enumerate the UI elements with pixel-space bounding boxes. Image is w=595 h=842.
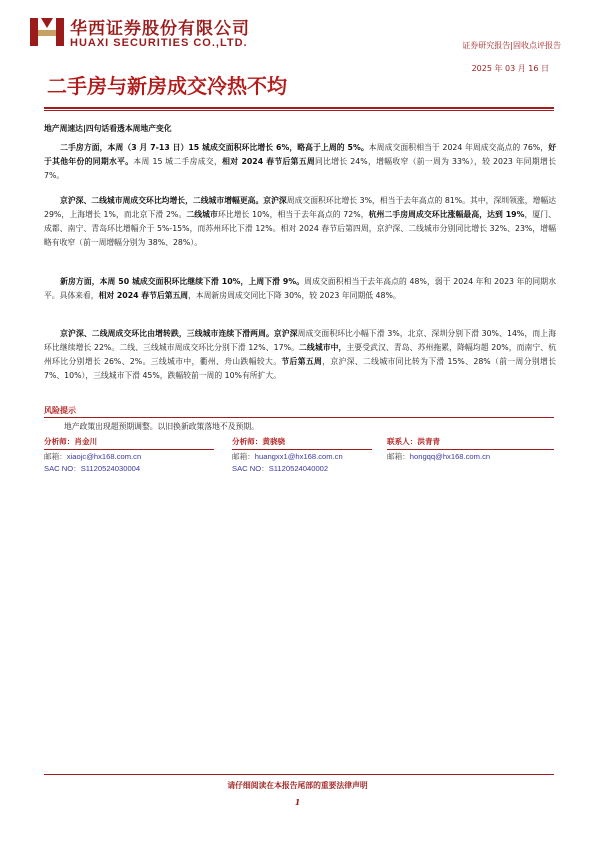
- p1-text-1: 本周成交面积相当于 2024 年周成交高点的 76%，: [368, 143, 549, 152]
- contact-divider: [387, 449, 554, 450]
- risk-divider: [44, 417, 554, 418]
- huaxi-logo-icon: [30, 16, 64, 48]
- email-label: 邮箱：: [44, 452, 67, 461]
- contact-analyst-1: [44, 436, 141, 475]
- p4-bold-2: 二线城市中，: [299, 343, 347, 352]
- logo-chinese-name: 华西证券股份有限公司: [70, 19, 250, 39]
- email-label: 邮箱：: [387, 452, 410, 461]
- p4-bold-3: 节后第五周: [281, 357, 323, 366]
- email-link[interactable]: huangxx1@hx168.com.cn: [254, 452, 343, 461]
- paragraph-city-tiers: [44, 194, 556, 250]
- p4-text-2: 主要受武汉、青岛、苏州拖累，降幅均超 20%，而南宁、杭州环比分别增长 26%、2%。三线城市中，衢州、舟山跌幅较大。: [44, 343, 557, 366]
- page-title: 二手房与新房成交冷热不均: [47, 74, 287, 98]
- p1-bold-3: 相对 2024 春节后第五周: [222, 157, 315, 166]
- contact-label: 分析师：黄骁骁: [232, 437, 286, 446]
- paragraph-new-homes-tiers: [44, 327, 556, 383]
- logo-english-name: HUAXI SECURITIES CO.,LTD.: [70, 37, 248, 49]
- p4-bold-1: 京沪深、二线周成交环比由增转跌，三线城市连续下滑两周。京沪深: [60, 329, 298, 338]
- title-divider: [44, 107, 554, 109]
- p1-bold-1: 二手房方面，本周（3 月 7-13 日）15 城成交面积环比增长 6%，略高于上周的 5%。: [60, 143, 369, 152]
- contact-label: 分析师：肖金川: [44, 437, 98, 446]
- sac-number: SAC NO：S1120524030004: [44, 464, 141, 473]
- report-date: 2025 年 03 月 16 日: [471, 64, 549, 73]
- p3-bold-2: 相对 2024 春节后第五周: [98, 291, 189, 300]
- p1-bold-2: 好于其他年份的同期水平。: [44, 143, 557, 166]
- p3-text-1: 周成交面积相当于去年高点的 48%，弱于 2024 年和 2023 年的同期水平。具体来看，: [44, 277, 557, 300]
- legal-notice: 请仔细阅读在本报告尾部的重要法律声明: [227, 781, 368, 790]
- title-divider-thin: [44, 110, 554, 111]
- paragraph-new-homes: [44, 275, 556, 303]
- email-label: 邮箱：: [232, 452, 255, 461]
- report-type: 证券研究报告|固收点评报告: [462, 41, 561, 50]
- p2-bold-2: 二线城市: [186, 210, 218, 219]
- contact-analyst-2: [232, 436, 343, 475]
- email-link[interactable]: xiaojc@hx168.com.cn: [66, 452, 142, 461]
- p2-bold-1: 京沪深、二线城市周成交环比均增长，二线城市增幅更高。京沪深: [60, 196, 287, 205]
- p1-text-2: 本周 15 城二手房成交，: [133, 157, 223, 166]
- paragraph-secondhand: [44, 141, 556, 183]
- p2-text-1: 周成交面积环比增长 3%，相当于去年高点的 81%。其中，深圳领涨，增幅达 29%，上海增长 1%，而北京下滑 2%。: [44, 196, 557, 219]
- p4-text-3: ，京沪深、二线城市同比转为下滑 15%、28%（前一周分别增长 7%、10%），三线城市下滑 45%，跌幅较前一周的 10%有所扩大。: [44, 357, 557, 380]
- risk-text: 地产政策出现超预期调整。以旧换新政策落地不及预期。: [64, 422, 259, 431]
- risk-heading: 风险提示: [44, 406, 76, 415]
- p1-text-3: 同比增长 24%，增幅收窄（前一周为 33%），较 2023 年同期增长 7%。: [44, 157, 556, 180]
- p2-text-3: ，厦门、成都、南宁、青岛环比增幅介于 5%-15%，而苏州环比下滑 12%。相对 2024 春节后第四周，京沪深、二线城市分别同比增长 32%、23%，增幅略有收窄（前一周增幅分别为 38%、28%）。: [44, 210, 557, 247]
- p4-text-1: 周成交面积环比小幅下滑 3%，北京、深圳分别下滑 30%、14%，而上海环比继续增长 22%。二线、三线城市周成交环比分别下滑 12%、17%。: [44, 329, 557, 352]
- contact-divider: [44, 449, 214, 450]
- footer-divider: [44, 774, 554, 775]
- p2-bold-3: 杭州二手房周成交环比涨幅最高，达到 19%: [368, 210, 525, 219]
- section-subheading: 地产周速达|四句话看透本周地产变化: [44, 124, 172, 133]
- email-link[interactable]: hongqq@hx168.com.cn: [409, 452, 491, 461]
- p3-bold-1: 新房方面，本周 50 城成交面积环比继续下滑 10%，上周下滑 9%。: [60, 277, 305, 286]
- page-number: 1: [294, 797, 301, 807]
- p2-text-2: 环比增长 10%，相当于去年高点的 72%，: [217, 210, 369, 219]
- contact-divider: [232, 449, 372, 450]
- contact-label: 联系人：洪青青: [387, 437, 441, 446]
- p3-text-2: ，本周新房周成交同比下降 30%，较 2023 年同期低 48%。: [188, 291, 401, 300]
- sac-number: SAC NO：S1120524040002: [232, 464, 329, 473]
